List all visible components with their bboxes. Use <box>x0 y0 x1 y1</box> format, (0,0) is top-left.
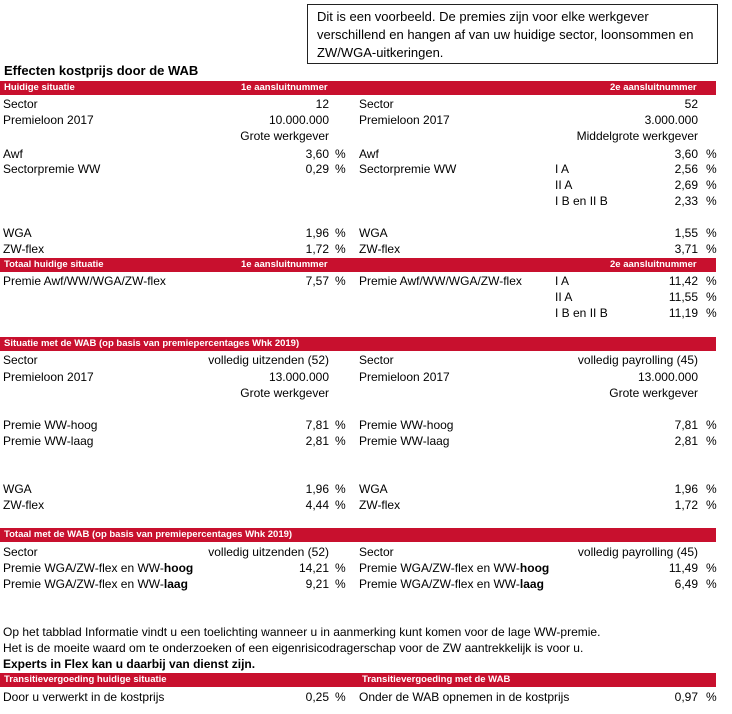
pct-sign: % <box>335 690 346 704</box>
sector-value-2: volledig payrolling (45) <box>577 353 698 367</box>
wga-value-2: 1,55 <box>674 226 698 240</box>
premieloon-label: Premieloon 2017 <box>3 113 94 127</box>
premieloon-value-2: 3.000.000 <box>644 113 698 127</box>
pct-sign: % <box>335 242 346 256</box>
premie-ww-laag-value-1: 2,81 <box>305 434 329 448</box>
class-iia-value: 2,69 <box>674 178 698 192</box>
pct-sign: % <box>706 434 717 448</box>
awf-value-2: 3,60 <box>674 147 698 161</box>
section-header-label: Situatie met de WAB (op basis van premiepercentages Whk 2019) <box>4 338 300 349</box>
sector-label: Sector <box>3 353 38 367</box>
pct-sign: % <box>706 690 717 704</box>
section-header-label: Totaal met de WAB (op basis van premiepercentages Whk 2019) <box>4 529 293 540</box>
pct-sign: % <box>335 147 346 161</box>
sector-label: Sector <box>3 545 38 559</box>
premie-laag-total-label <box>3 577 188 592</box>
wga-value-2: 1,96 <box>674 482 698 496</box>
employer-size-1: Grote werkgever <box>240 386 329 400</box>
pct-sign: % <box>706 561 717 575</box>
premie-ww-hoog-label: Premie WW-hoog <box>3 418 98 432</box>
col-header-2: 2e aansluitnummer <box>610 82 697 93</box>
class-iia-label: II A <box>555 178 573 192</box>
col-header-2: 2e aansluitnummer <box>610 259 697 270</box>
sector-value-2: volledig payrolling (45) <box>577 545 698 559</box>
transitie-label-2: Onder de WAB opnemen in de kostprijs <box>359 690 570 704</box>
sector-label: Sector <box>3 97 38 111</box>
premieloon-value-1: 13.000.000 <box>268 370 329 384</box>
class-iia-label: II A <box>555 290 573 304</box>
class-ib-iib-total: 11,19 <box>668 306 698 320</box>
pct-sign: % <box>706 498 717 512</box>
premie-total-label: Premie Awf/WW/WGA/ZW-flex <box>3 274 166 288</box>
section-header-situatie-wab <box>0 337 716 351</box>
label-emphasis: hoog <box>519 561 550 575</box>
pct-sign: % <box>706 306 717 320</box>
premie-laag-total-label-2 <box>359 577 544 592</box>
info-line-3: Experts in Flex kan u daarbij van dienst zijn. <box>3 657 256 671</box>
label-emphasis: laag <box>163 577 188 591</box>
zw-flex-value-1: 1,72 <box>305 242 329 256</box>
premie-ww-hoog-value-2: 7,81 <box>674 418 698 432</box>
section-header-label-2: Transitievergoeding met de WAB <box>362 674 511 685</box>
premie-hoog-total-value-2: 11,49 <box>668 561 698 575</box>
zw-flex-value-2: 1,72 <box>674 498 698 512</box>
wga-label: WGA <box>3 226 32 240</box>
premieloon-label-2: Premieloon 2017 <box>359 113 450 127</box>
sector-value-1: 12 <box>315 97 329 111</box>
premie-total-value-1: 7,57 <box>305 274 329 288</box>
class-ia-label: I A <box>555 274 570 288</box>
pct-sign: % <box>335 498 346 512</box>
label-emphasis: hoog <box>163 561 194 575</box>
wga-label-2: WGA <box>359 482 388 496</box>
transitie-value-2: 0,97 <box>674 690 698 704</box>
pct-sign: % <box>335 418 346 432</box>
premieloon-value-1: 10.000.000 <box>268 113 329 127</box>
col-header-1: 1e aansluitnummer <box>241 82 328 93</box>
sector-label-2: Sector <box>359 353 394 367</box>
class-ia-total: 11,42 <box>668 274 698 288</box>
transitie-label-1: Door u verwerkt in de kostprijs <box>3 690 165 704</box>
class-ia-value: 2,56 <box>674 162 698 176</box>
pct-sign: % <box>706 226 717 240</box>
info-line-1: Op het tabblad Informatie vindt u een toelichting wanneer u in aanmerking kunt komen voor de lage WW-premie. <box>3 625 601 639</box>
section-header-totaal-huidige-situatie <box>0 258 716 272</box>
pct-sign: % <box>706 577 717 591</box>
class-ib-iib-value: 2,33 <box>674 194 698 208</box>
pct-sign: % <box>706 274 717 288</box>
premie-hoog-total-label-2 <box>359 561 549 576</box>
label-prefix: Premie WGA/ZW-flex en WW- <box>3 577 164 591</box>
employer-size-2: Grote werkgever <box>609 386 698 400</box>
wga-label: WGA <box>3 482 32 496</box>
pct-sign: % <box>335 434 346 448</box>
pct-sign: % <box>706 482 717 496</box>
awf-value-1: 3,60 <box>305 147 329 161</box>
employer-size-2: Middelgrote werkgever <box>576 129 698 143</box>
pct-sign: % <box>335 577 346 591</box>
pct-sign: % <box>706 290 717 304</box>
premie-ww-laag-label: Premie WW-laag <box>3 434 94 448</box>
wga-value-1: 1,96 <box>305 482 329 496</box>
sectorpremie-ww-value-1: 0,29 <box>305 162 329 176</box>
pct-sign: % <box>335 561 346 575</box>
premie-ww-laag-value-2: 2,81 <box>674 434 698 448</box>
premie-laag-total-value-2: 6,49 <box>674 577 698 591</box>
premie-ww-hoog-value-1: 7,81 <box>305 418 329 432</box>
page-title: Effecten kostprijs door de WAB <box>4 63 199 78</box>
pct-sign: % <box>335 482 346 496</box>
example-note: Dit is een voorbeeld. De premies zijn voor elke werkgever verschillend en hangen af van uw huidige sector, loonsommen en ZW/WGA-uitkeringen. <box>307 4 718 64</box>
sector-label-2: Sector <box>359 97 394 111</box>
class-ib-iib-label: I B en II B <box>555 194 608 208</box>
label-prefix: Premie WGA/ZW-flex en WW- <box>3 561 164 575</box>
zw-flex-label-2: ZW-flex <box>359 498 401 512</box>
awf-label: Awf <box>3 147 23 161</box>
sector-value-1: volledig uitzenden (52) <box>208 353 329 367</box>
pct-sign: % <box>335 226 346 240</box>
wga-value-1: 1,96 <box>305 226 329 240</box>
premie-hoog-total-value-1: 14,21 <box>298 561 329 575</box>
pct-sign: % <box>706 242 717 256</box>
pct-sign: % <box>706 418 717 432</box>
label-prefix: Premie WGA/ZW-flex en WW- <box>359 561 520 575</box>
sector-value-2: 52 <box>684 97 698 111</box>
premie-ww-hoog-label-2: Premie WW-hoog <box>359 418 454 432</box>
premie-ww-laag-label-2: Premie WW-laag <box>359 434 450 448</box>
pct-sign: % <box>706 162 717 176</box>
pct-sign: % <box>706 194 717 208</box>
section-header-huidige-situatie <box>0 81 716 95</box>
section-header-transitievergoeding <box>0 673 716 687</box>
premie-laag-total-value-1: 9,21 <box>305 577 329 591</box>
section-header-label-1: Transitievergoeding huidige situatie <box>4 674 167 685</box>
sector-value-1: volledig uitzenden (52) <box>208 545 329 559</box>
wga-label-2: WGA <box>359 226 388 240</box>
label-prefix: Premie WGA/ZW-flex en WW- <box>359 577 520 591</box>
sector-label-2: Sector <box>359 545 394 559</box>
zw-flex-label: ZW-flex <box>3 498 45 512</box>
premie-total-label-2: Premie Awf/WW/WGA/ZW-flex <box>359 274 522 288</box>
zw-flex-value-1: 4,44 <box>305 498 329 512</box>
class-ib-iib-label: I B en II B <box>555 306 608 320</box>
section-header-label: Totaal huidige situatie <box>4 259 104 270</box>
pct-sign: % <box>706 178 717 192</box>
pct-sign: % <box>706 147 717 161</box>
info-line-2: Het is de moeite waard om te onderzoeken of een eigenrisicodragerschap voor de ZW aantrekkelijk is voor u. <box>3 641 584 655</box>
employer-size-1: Grote werkgever <box>240 129 329 143</box>
zw-flex-label: ZW-flex <box>3 242 45 256</box>
premieloon-value-2: 13.000.000 <box>637 370 698 384</box>
pct-sign: % <box>335 274 346 288</box>
col-header-1: 1e aansluitnummer <box>241 259 328 270</box>
section-header-label: Huidige situatie <box>4 82 75 93</box>
premieloon-label-2: Premieloon 2017 <box>359 370 450 384</box>
zw-flex-value-2: 3,71 <box>674 242 698 256</box>
pct-sign: % <box>335 162 346 176</box>
premie-hoog-total-label <box>3 561 193 576</box>
premieloon-label: Premieloon 2017 <box>3 370 94 384</box>
sectorpremie-ww-label-2: Sectorpremie WW <box>359 162 457 176</box>
sectorpremie-ww-label: Sectorpremie WW <box>3 162 101 176</box>
class-ia-label: I A <box>555 162 570 176</box>
label-emphasis: laag <box>519 577 544 591</box>
transitie-value-1: 0,25 <box>305 690 329 704</box>
awf-label-2: Awf <box>359 147 379 161</box>
class-iia-total: 11,55 <box>668 290 698 304</box>
zw-flex-label-2: ZW-flex <box>359 242 401 256</box>
section-header-totaal-wab <box>0 528 716 542</box>
